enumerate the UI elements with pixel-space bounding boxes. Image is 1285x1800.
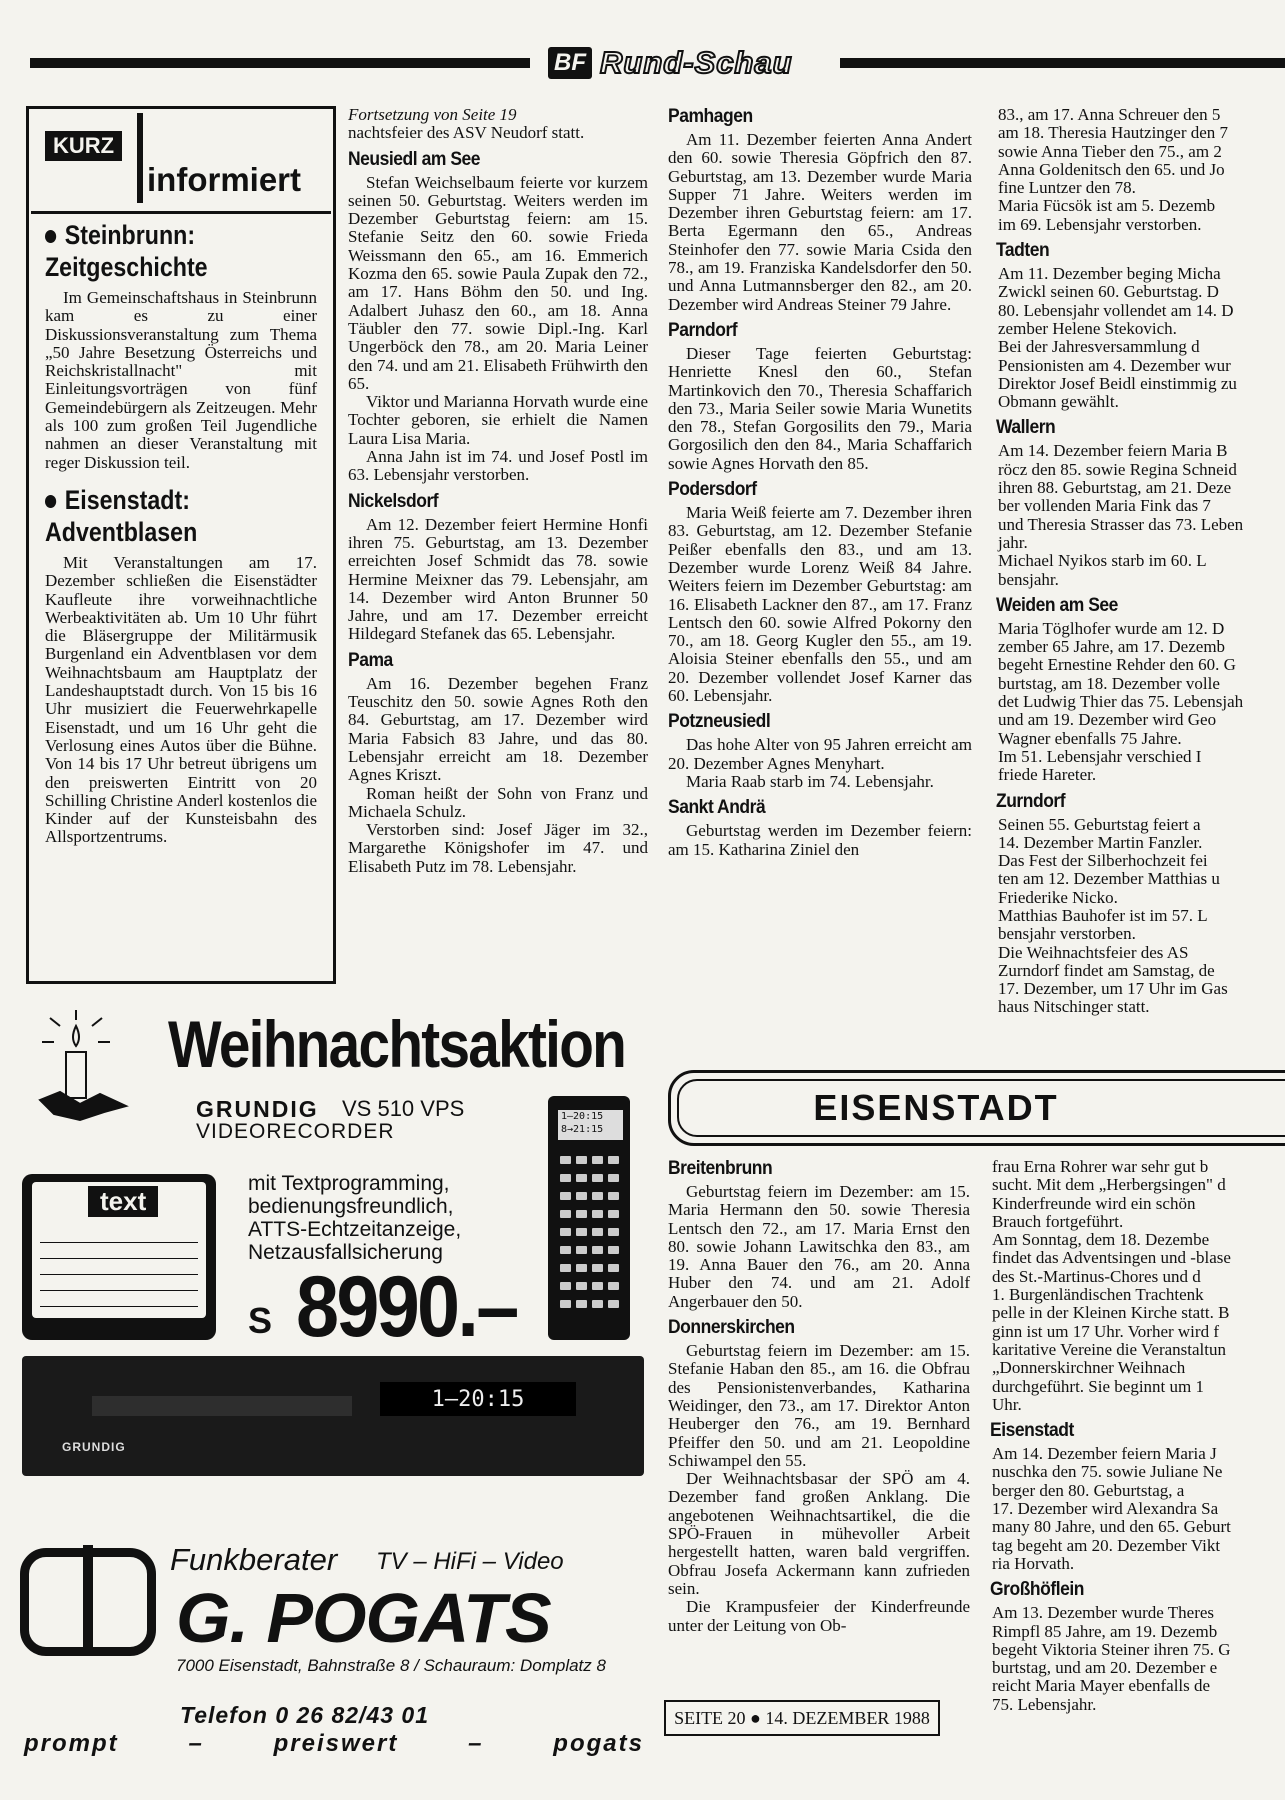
article-text: Maria Weiß feierte am 7. Dezember ihren 83. Geburtstag, am 12. Dezember Stefanie Peißer ebenfalls den 83., und am 13. Dezember wurde Lorenz Weiß 84 Jahre. Weiters feiern im Dezember Geburtstag: am 16. Elisabeth Lackner den 87., am 17. Franz Lentsch den 60. sowie Alfred Pokorny den 70., am 18. Georg Kugler den 55., am 19. Aloisia Steiner ebenfalls den 55., und am 20. Dezember vollendet Josef Karner das 60. Lebensjahr. bbox=[668, 503, 972, 706]
section-potzneusiedl bbox=[668, 711, 972, 791]
remote-key bbox=[576, 1300, 587, 1308]
remote-key bbox=[576, 1246, 587, 1254]
section-heading: Potzneusiedl bbox=[668, 711, 771, 733]
kurz-header bbox=[31, 111, 333, 211]
article-line: am 18. Theresia Hautzinger den 7 bbox=[998, 123, 1229, 143]
remote-key bbox=[560, 1210, 571, 1218]
article-line: durchgeführt. Sie beginnt um 1 bbox=[992, 1376, 1204, 1396]
article-line: und Theresia Strasser das 73. Leben bbox=[998, 514, 1244, 534]
article-line: Am 11. Dezember beging Micha bbox=[998, 264, 1221, 284]
remote-key bbox=[560, 1300, 571, 1308]
kurz-items bbox=[45, 219, 317, 847]
article-line: 83., am 17. Anna Schreuer den 5 bbox=[998, 106, 1221, 124]
tv-image bbox=[22, 1174, 216, 1340]
article-line: Am Sonntag, dem 18. Dezembe bbox=[992, 1230, 1210, 1250]
article-line: nuschka den 75. sowie Juliane Ne bbox=[992, 1462, 1223, 1482]
tv-menu-row bbox=[40, 1276, 198, 1291]
remote-key bbox=[592, 1210, 603, 1218]
article-line: fine Luntzer den 78. bbox=[998, 178, 1136, 198]
remote-key bbox=[592, 1156, 603, 1164]
article-line: begeht Viktoria Steiner ihren 75. G bbox=[992, 1639, 1231, 1659]
article-text: Geburtstag werden im Dezember feiern: am 15. Katharina Ziniel den bbox=[668, 821, 972, 859]
section-heading: Weiden am See bbox=[996, 594, 1118, 616]
article-line: Friederike Nicko. bbox=[998, 887, 1118, 907]
article-line: ten am 12. Dezember Matthias u bbox=[998, 869, 1220, 889]
price: 8990.– bbox=[296, 1259, 517, 1355]
article-line: bensjahr. bbox=[998, 569, 1059, 589]
article-line: many 80 Jahre, und den 65. Geburt bbox=[992, 1517, 1231, 1537]
remote-key bbox=[608, 1210, 619, 1218]
article-line: ginn ist um 17 Uhr. Vorher wird f bbox=[992, 1321, 1219, 1341]
section-heading: Großhöflein bbox=[990, 1579, 1084, 1601]
pogats-logo bbox=[20, 1548, 156, 1656]
kurz-item-heading: Eisenstadt: bbox=[45, 484, 279, 516]
section-parndorf bbox=[668, 320, 972, 473]
article-line: im 69. Lebensjahr verstorben. bbox=[998, 214, 1202, 234]
eisenstadt-banner bbox=[668, 1070, 1285, 1146]
article-line: „Donnerskirchner Weihnach bbox=[992, 1358, 1186, 1378]
section-breitenbrunn bbox=[668, 1158, 970, 1311]
remote-key bbox=[592, 1282, 603, 1290]
remote-key bbox=[608, 1228, 619, 1236]
article-line: zember 65 Jahre, am 17. Dezemb bbox=[998, 637, 1226, 657]
article-line: Maria Fücsök ist am 5. Dezemb bbox=[998, 196, 1216, 216]
article-line: karitative Vereine die Veranstaltun bbox=[992, 1339, 1226, 1359]
column-6-lines bbox=[990, 1158, 1285, 1714]
remote-key bbox=[560, 1264, 571, 1272]
section-heading: Podersdorf bbox=[668, 479, 757, 501]
kurz-item-text: Im Gemeinschaftshaus in Steinbrunn kam es zu einer Diskussionsveranstaltung zum Thema „50 Jahre Besetzung Österreichs und Reichskristallnacht" mit Einleitungsvorträgen von fünf Gemeindebürgern als Zeitzeugen. Mehr als 100 zum großen Teil Jugendliche nahmen an dieser Veranstaltung mit reger Diskussion teil. bbox=[45, 288, 317, 472]
article-text: Am 12. Dezember feiert Hermine Honfi ihren 75. Geburtstag, am 13. Dezember erreichten Josef Schmidt das 78. sowie Hermine Meixner das 79. Lebensjahr, am 14. Dezember wird Anton Brunner 50 Jahre, und am 17. Dezember erreicht Hildegard Stefanek das 65. Lebensjahr. bbox=[348, 514, 648, 644]
section-heading: Neusiedl am See bbox=[348, 148, 481, 170]
remote-key bbox=[608, 1192, 619, 1200]
section-heading: Tadten bbox=[996, 240, 1050, 262]
remote-key bbox=[608, 1264, 619, 1272]
tv-menu-row bbox=[40, 1244, 198, 1259]
article-line: ihren 88. Geburtstag, am 21. Deze bbox=[998, 478, 1232, 498]
article-line: Das Fest der Silberhochzeit fei bbox=[998, 851, 1208, 871]
page-footer: SEITE 20 ● 14. DEZEMBER 1988 bbox=[664, 1700, 940, 1736]
remote-key bbox=[560, 1228, 571, 1236]
section-heading: Pamhagen bbox=[668, 106, 753, 127]
section-heading: Wallern bbox=[996, 417, 1056, 439]
tv-text-label: text bbox=[88, 1186, 158, 1217]
article-line: burtstag, und am 20. Dezember e bbox=[992, 1658, 1218, 1678]
article-line: 75. Lebensjahr. bbox=[992, 1694, 1097, 1714]
remote-key bbox=[592, 1228, 603, 1236]
candle-icon bbox=[30, 1008, 140, 1128]
remote-key bbox=[576, 1264, 587, 1272]
kurz-item-heading: Zeitgeschichte bbox=[45, 252, 208, 282]
tv-screen bbox=[32, 1182, 206, 1318]
tv-menu-row bbox=[40, 1228, 198, 1243]
masthead-logo bbox=[548, 46, 838, 80]
shop-tagline: Funkberater bbox=[170, 1542, 338, 1577]
section-heading: Zurndorf bbox=[996, 790, 1066, 812]
vcr-brand: GRUNDIG bbox=[62, 1440, 126, 1454]
article-text: Verstorben sind: Josef Jäger im 32., Margarethe Königshofer im 47. und Elisabeth Putz im 78. Lebensjahr. bbox=[348, 820, 648, 876]
remote-key bbox=[576, 1174, 587, 1182]
remote-key bbox=[560, 1156, 571, 1164]
ad-model: VS 510 VPS bbox=[342, 1096, 465, 1121]
kurz-title: informiert bbox=[147, 161, 302, 198]
shop-address: 7000 Eisenstadt, Bahnstraße 8 / Schauraum: Domplatz 8 bbox=[176, 1656, 606, 1675]
article-text: Viktor und Marianna Horvath wurde eine Tochter geboren, sie erhielt die Namen Laura Lisa Maria. bbox=[348, 392, 648, 448]
section-sankt-andrae bbox=[668, 797, 972, 859]
remote-control-image bbox=[548, 1096, 630, 1340]
remote-key bbox=[576, 1156, 587, 1164]
article-line: sowie Anna Tieber den 75., am 2 bbox=[998, 141, 1222, 161]
article-line: Michael Nyikos starb im 60. L bbox=[998, 551, 1207, 571]
remote-key bbox=[608, 1300, 619, 1308]
shop-name: G. POGATS bbox=[176, 1579, 551, 1657]
article-text: Stefan Weichselbaum feierte vor kurzem seinen 50. Geburtstag. Weiters werden im Dezember Geburtstag feiern: am 15. Stefanie Seitz den 60. sowie Frieda Weissmann den 65., am 16. Emmerich Kozma den 65. sowie Paula Zupak den 72., am 17. Hans Böhm den 50. und Ing. Adalbert Juhasz den 60., am 18. Anna Täubler den 77. sowie Dipl.-Ing. Karl Ungerböck den 78., am 20. Maria Leiner den 74. und am 21. Elisabeth Frühwirth den 65. bbox=[348, 172, 648, 393]
section-heading: Breitenbrunn bbox=[668, 1158, 773, 1179]
bullet-icon bbox=[45, 495, 56, 508]
bf-logo: BF bbox=[548, 47, 592, 79]
column-5 bbox=[668, 1158, 970, 1635]
article-text: Das hohe Alter von 95 Jahren erreicht am 20. Dezember Agnes Menyhart. bbox=[668, 735, 972, 773]
article-text: Anna Jahn ist im 74. und Josef Postl im 63. Lebensjahr verstorben. bbox=[348, 447, 648, 485]
article-text: Geburtstag feiern im Dezember: am 15. Stefanie Haban den 85., am 16. die Obfrau des Pensionistenverbandes, Katharina Weidinger, den 73., am 17. Direktor Anton Heuberger den 76., am 19. Bernhard Pfeiffer den 50. und am 21. Leopoldine Schiwampel den 55. bbox=[668, 1341, 970, 1470]
section-pama bbox=[348, 650, 648, 876]
masthead-rule-right bbox=[840, 58, 1285, 68]
remote-display: 1–20:15 8→21:15 bbox=[558, 1110, 623, 1140]
grundig-advertisement bbox=[20, 1000, 650, 1780]
article-line: Zwickl seinen 60. Geburtstag. D bbox=[998, 282, 1219, 302]
article-line: 14. Dezember Martin Fanzler. bbox=[998, 832, 1203, 852]
article-text: nachtsfeier des ASV Neudorf statt. bbox=[348, 123, 585, 143]
remote-key bbox=[592, 1246, 603, 1254]
section-heading: Nickelsdorf bbox=[348, 490, 439, 512]
article-text: Maria Raab starb im 74. Lebensjahr. bbox=[686, 771, 934, 791]
tv-menu-row bbox=[40, 1292, 198, 1307]
article-line: burtstag, am 18. Dezember volle bbox=[998, 673, 1220, 693]
kurz-informiert-box bbox=[26, 106, 336, 984]
shop-categories: TV – HiFi – Video bbox=[376, 1548, 564, 1575]
article-line: friede Hareter. bbox=[998, 765, 1097, 785]
section-heading: Sankt Andrä bbox=[668, 797, 766, 819]
ad-product: VIDEORECORDER bbox=[196, 1120, 395, 1143]
article-line: Maria Töglhofer wurde am 12. D bbox=[998, 618, 1225, 638]
article-text: Der Weihnachtsbasar der SPÖ am 4. Dezember fand großen Anklang. Die angebotenen Weihnachtsartikel, die die SPÖ-Frauen in mühevoller Arbeit hergestellt hatten, waren bald vergriffen. Obfrau Josefa Ackermann kann zufrieden sein. bbox=[668, 1469, 970, 1598]
section-heading: Donnerskirchen bbox=[668, 1317, 795, 1339]
remote-key bbox=[576, 1228, 587, 1236]
column-3 bbox=[668, 106, 972, 859]
article-line: ria Horvath. bbox=[992, 1553, 1075, 1573]
article-line: Bei der Jahresversammlung d bbox=[998, 337, 1200, 357]
ad-brand: GRUNDIG bbox=[196, 1096, 319, 1122]
section-neusiedl bbox=[348, 149, 648, 485]
article-line: det Ludwig Thier das 75. Lebensjah bbox=[998, 692, 1244, 712]
section-podersdorf bbox=[668, 479, 972, 705]
article-line: jahr. bbox=[998, 532, 1028, 552]
remote-key bbox=[608, 1246, 619, 1254]
article-line: Seinen 55. Geburtstag feiert a bbox=[998, 814, 1201, 834]
continuation-note: Fortsetzung von Seite 19 bbox=[348, 105, 517, 124]
vcr-image bbox=[22, 1356, 644, 1476]
article-line: zember Helene Stekovich. bbox=[998, 318, 1177, 338]
article-line: frau Erna Rohrer war sehr gut b bbox=[992, 1158, 1209, 1176]
article-line: Pensionisten am 4. Dezember wur bbox=[998, 355, 1231, 375]
article-line: pelle in der Kleinen Kirche statt. B bbox=[992, 1303, 1230, 1323]
article-line: 17. Dezember wird Alexandra Sa bbox=[992, 1499, 1219, 1519]
remote-key bbox=[592, 1264, 603, 1272]
remote-key bbox=[560, 1246, 571, 1254]
column-4-lines bbox=[996, 106, 1285, 1017]
kurz-item-heading: Adventblasen bbox=[45, 516, 198, 547]
article-line: 80. Lebensjahr vollendet am 14. D bbox=[998, 300, 1234, 320]
article-line: sucht. Mit dem „Herbergsingen" d bbox=[992, 1175, 1226, 1195]
kurz-item-text: Mit Veranstaltungen am 17. Dezember schließen die Eisenstädter Kaufleute ihre vorweihnachtliche Werbeaktivitäten ab. Um 10 Uhr führt die Bläsergruppe der Militärmusik Burgenland ein Adventblasen vor dem Weihnachtsbaum am Hauptplatz der Landeshauptstadt durch. Von 15 bis 16 Uhr musiziert die Feuerwehrkapelle Eisenstadt, und um 16 Uhr geht die Verlosung eines Autos über die Bühne. Von 14 bis 17 Uhr betreut übrigens um den preiswerten Eintritt von 20 Schilling Christine Anderl kostenlos die Kinder auf der Kunsteisbahn des Allsportzentrums. bbox=[45, 552, 317, 847]
article-line: reicht Maria Mayer ebenfalls de bbox=[992, 1676, 1211, 1696]
article-line: findet das Adventsingen und -blase bbox=[992, 1248, 1231, 1268]
article-line: Matthias Bauhofer ist im 57. L bbox=[998, 905, 1208, 925]
article-line: Rimpfl 85 Jahre, am 19. Dezemb bbox=[992, 1621, 1218, 1641]
remote-key bbox=[608, 1174, 619, 1182]
article-line: berger den 80. Geburtstag, a bbox=[992, 1480, 1185, 1500]
article-line: 17. Dezember, um 17 Uhr im Gas bbox=[998, 979, 1228, 999]
column-4 bbox=[996, 106, 1285, 1017]
remote-key bbox=[592, 1192, 603, 1200]
article-line: Direktor Josef Beidl einstimmig zu bbox=[998, 373, 1237, 393]
bullet-icon bbox=[45, 230, 56, 243]
remote-key bbox=[608, 1156, 619, 1164]
article-line: Obmann gewählt. bbox=[998, 392, 1119, 412]
article-line: röcz den 85. sowie Regina Schneid bbox=[998, 459, 1237, 479]
article-line: Brauch fortgeführt. bbox=[992, 1211, 1124, 1231]
article-text: Die Krampusfeier der Kinderfreunde unter der Leitung von Ob- bbox=[668, 1597, 970, 1635]
article-line: Am 14. Dezember feiern Maria B bbox=[998, 441, 1228, 461]
article-text: Am 16. Dezember begehen Franz Teuschitz den 50. sowie Agnes Roth den 84. Geburtstag, am 17. Dezember wird Maria Fabsich 83 Jahre, und das 80. Lebensjahr erreicht am 18. Dezember Agnes Kriszt. bbox=[348, 673, 648, 785]
ad-title: Weihnachtsaktion bbox=[168, 1007, 626, 1081]
column-6 bbox=[990, 1158, 1285, 1714]
section-pamhagen bbox=[668, 106, 972, 314]
section-heading: Parndorf bbox=[668, 319, 738, 341]
article-line: Kinderfreunde wird ein schön bbox=[992, 1193, 1196, 1213]
section-heading: Eisenstadt bbox=[990, 1420, 1074, 1442]
remote-key bbox=[576, 1282, 587, 1290]
remote-key bbox=[560, 1192, 571, 1200]
remote-key bbox=[608, 1282, 619, 1290]
article-line: Anna Goldenitsch den 65. und Jo bbox=[998, 159, 1225, 179]
section-donnerskirchen bbox=[668, 1317, 970, 1635]
column-2 bbox=[348, 106, 648, 876]
remote-key bbox=[560, 1282, 571, 1290]
article-text: Am 11. Dezember feierten Anna Andert den 60. sowie Theresia Göpfrich den 87. Geburtstag, am 13. Dezember wurde Maria Supper 71 Jahre. Weiters werden im Dezember ihren Geburtstag feiern: am 17. Berta Egermann den 65., Andreas Steinhofer den 77. sowie Maria Csida den 78., am 19. Franziska Kandelsdorfer den 50. und Anna Lutmannsberger den 82., am 20. Dezember wird Andreas Steiner 79 Jahre. bbox=[668, 130, 972, 314]
ad-features: mit Textprogramming, bedienungsfreundlich, ATTS-Echtzeitanzeige, Netzausfallsicherung bbox=[248, 1172, 462, 1264]
vcr-cassette-slot bbox=[92, 1396, 352, 1416]
article-line: Wagner ebenfalls 75 Jahre. bbox=[998, 728, 1182, 748]
eisenstadt-banner-inner bbox=[677, 1079, 1285, 1137]
article-line: des St.-Martinus-Chores und d bbox=[992, 1266, 1201, 1286]
article-line: Am 14. Dezember feiern Maria J bbox=[992, 1444, 1217, 1464]
remote-key bbox=[576, 1192, 587, 1200]
article-line: Uhr. bbox=[992, 1394, 1022, 1414]
eisenstadt-banner-title: EISENSTADT bbox=[813, 1087, 1059, 1128]
article-line: ber vollenden Maria Fink das 7 bbox=[998, 496, 1211, 516]
vcr-display: 1–20:15 bbox=[380, 1382, 576, 1416]
article-line: bensjahr verstorben. bbox=[998, 924, 1136, 944]
article-line: Zurndorf findet am Samstag, de bbox=[998, 960, 1215, 980]
article-line: Am 13. Dezember wurde Theres bbox=[992, 1603, 1215, 1623]
masthead-title: Rund-Schau bbox=[600, 45, 793, 80]
section-nickelsdorf bbox=[348, 491, 648, 644]
article-text: Roman heißt der Sohn von Franz und Michaela Schulz. bbox=[348, 783, 648, 821]
tv-menu-row bbox=[40, 1260, 198, 1275]
article-line: Die Weihnachtsfeier des AS bbox=[998, 942, 1189, 962]
kurz-item-heading: Steinbrunn: bbox=[45, 219, 279, 251]
remote-key bbox=[592, 1300, 603, 1308]
masthead bbox=[30, 44, 1285, 84]
article-line: tag begeht am 20. Dezember Vikt bbox=[992, 1535, 1221, 1555]
price-currency: S bbox=[248, 1300, 273, 1341]
shop-slogan: prompt – preiswert – pogats bbox=[24, 1730, 644, 1757]
article-line: haus Nitschinger statt. bbox=[998, 997, 1150, 1017]
masthead-rule-left bbox=[30, 58, 530, 68]
article-line: begeht Ernestine Rehder den 60. G bbox=[998, 655, 1236, 675]
pogats-logo-stem bbox=[83, 1545, 93, 1653]
article-text: Dieser Tage feierten Geburtstag: Henriette Knesl den 60., Stefan Martinkovich den 70., Theresia Schaffarich den 73., Maria Seiler sowie Maria Wunetits den 78., Stefan Gorgosilits den 79., Maria Gorgosilich den den 84., Maria Schaffarich sowie Agnes Horvath den 85. bbox=[668, 343, 972, 473]
kurz-divider bbox=[137, 113, 143, 203]
shop-phone: Telefon 0 26 82/43 01 bbox=[180, 1702, 430, 1728]
kurz-tag: KURZ bbox=[45, 131, 122, 161]
remote-key bbox=[560, 1174, 571, 1182]
kurz-rule bbox=[31, 211, 331, 214]
article-line: 1. Burgenländischen Trachtenk bbox=[992, 1285, 1204, 1305]
article-line: Im 51. Lebensjahr verschied I bbox=[998, 746, 1202, 766]
article-line: und am 19. Dezember wird Geo bbox=[998, 710, 1217, 730]
article-text: Geburtstag feiern im Dezember: am 15. Maria Hermann den 50. sowie Theresia Lentsch den 72., am 17. Maria Ernst den 80. sowie Johann Lawitschka den 83., am 19. Anna Bauer den 76., am 20. Anna Huber den 74. und am 21. Adolf Angerbauer den 50. bbox=[668, 1182, 970, 1311]
remote-key bbox=[576, 1210, 587, 1218]
remote-key bbox=[592, 1174, 603, 1182]
section-heading: Pama bbox=[348, 649, 393, 671]
